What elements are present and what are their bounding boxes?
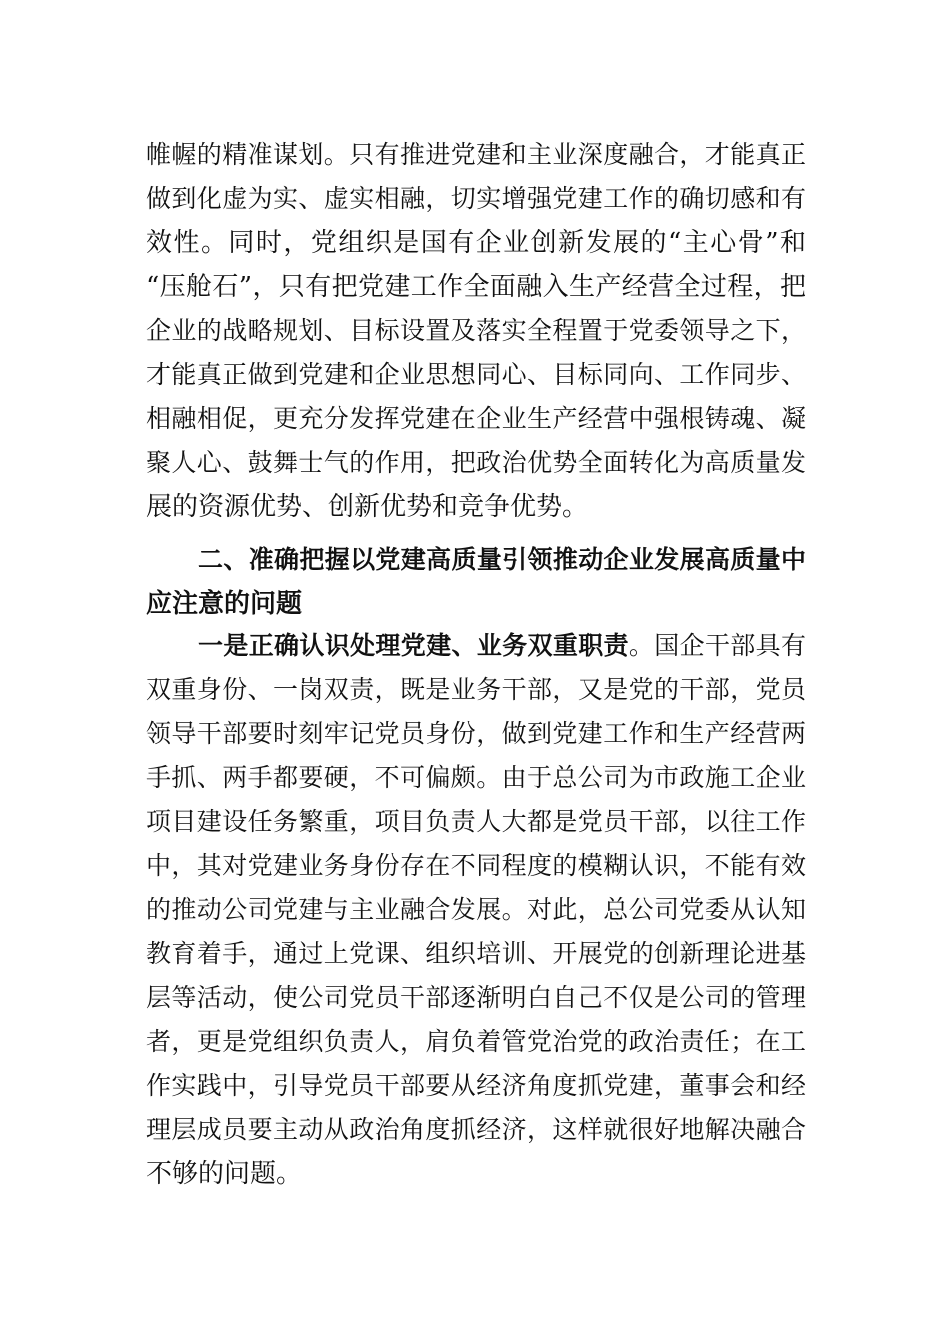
paragraph-2-line-13: 不够的问题。 xyxy=(146,1159,303,1189)
paragraph-2-line-1 xyxy=(198,624,806,668)
paragraph-1-line-6: 才能真正做到党建和企业思想同心、目标同向、工作同步、 xyxy=(146,360,806,389)
paragraph-2-line-2: 双重身份、一岗双责，既是业务干部，又是党的干部，党员 xyxy=(146,675,806,704)
paragraph-1-line-9: 展的资源优势、创新优势和竞争优势。 xyxy=(146,492,589,522)
paragraph-1-line-7: 相融相促，更充分发挥党建在企业生产经营中强根铸魂、凝 xyxy=(146,404,806,433)
paragraph-2-lead-rest: 。国企干部具有 xyxy=(628,631,806,660)
section-heading-line-1: 二、准确把握以党建高质量引领推动企业发展高质量中 xyxy=(198,545,806,574)
paragraph-1-line-8: 聚人心、鼓舞士气的作用，把政治优势全面转化为高质量发 xyxy=(146,448,806,477)
paragraph-1-line-1: 帷幄的精准谋划。只有推进党建和主业深度融合，才能真正 xyxy=(146,140,806,169)
paragraph-2-line-12: 理层成员要主动从政治角度抓经济，这样就很好地解决融合 xyxy=(146,1115,806,1144)
paragraph-1-line-2: 做到化虚为实、虚实相融，切实增强党建工作的确切感和有 xyxy=(146,184,806,213)
paragraph-2-line-4: 手抓、两手都要硬，不可偏颇。由于总公司为市政施工企业 xyxy=(146,763,806,792)
paragraph-1-line-5: 企业的战略规划、目标设置及落实全程置于党委领导之下， xyxy=(146,316,806,345)
paragraph-2-line-3: 领导干部要时刻牢记党员身份，做到党建工作和生产经营两 xyxy=(146,719,806,748)
paragraph-1-line-3: 效性。同时，党组织是国有企业创新发展的“主心骨”和 xyxy=(146,228,806,258)
paragraph-2-line-11: 作实践中，引导党员干部要从经济角度抓党建，董事会和经 xyxy=(146,1071,806,1100)
paragraph-2-line-8: 教育着手，通过上党课、组织培训、开展党的创新理论进基 xyxy=(146,939,806,968)
paragraph-1-line-4: “压舱石”，只有把党建工作全面融入生产经营全过程，把 xyxy=(146,272,806,302)
section-heading-line-2: 应注意的问题 xyxy=(146,589,303,619)
paragraph-2-lead-bold: 一是正确认识处理党建、业务双重职责 xyxy=(198,631,629,660)
paragraph-2-line-6: 中，其对党建业务身份存在不同程度的模糊认识，不能有效 xyxy=(146,851,806,880)
paragraph-2-line-9: 层等活动，使公司党员干部逐渐明白自己不仅是公司的管理 xyxy=(146,983,806,1012)
paragraph-2-line-10: 者，更是党组织负责人，肩负着管党治党的政治责任；在工 xyxy=(146,1027,806,1056)
paragraph-2-line-7: 的推动公司党建与主业融合发展。对此，总公司党委从认知 xyxy=(146,895,806,924)
paragraph-2-line-5: 项目建设任务繁重，项目负责人大都是党员干部，以往工作 xyxy=(146,807,806,836)
